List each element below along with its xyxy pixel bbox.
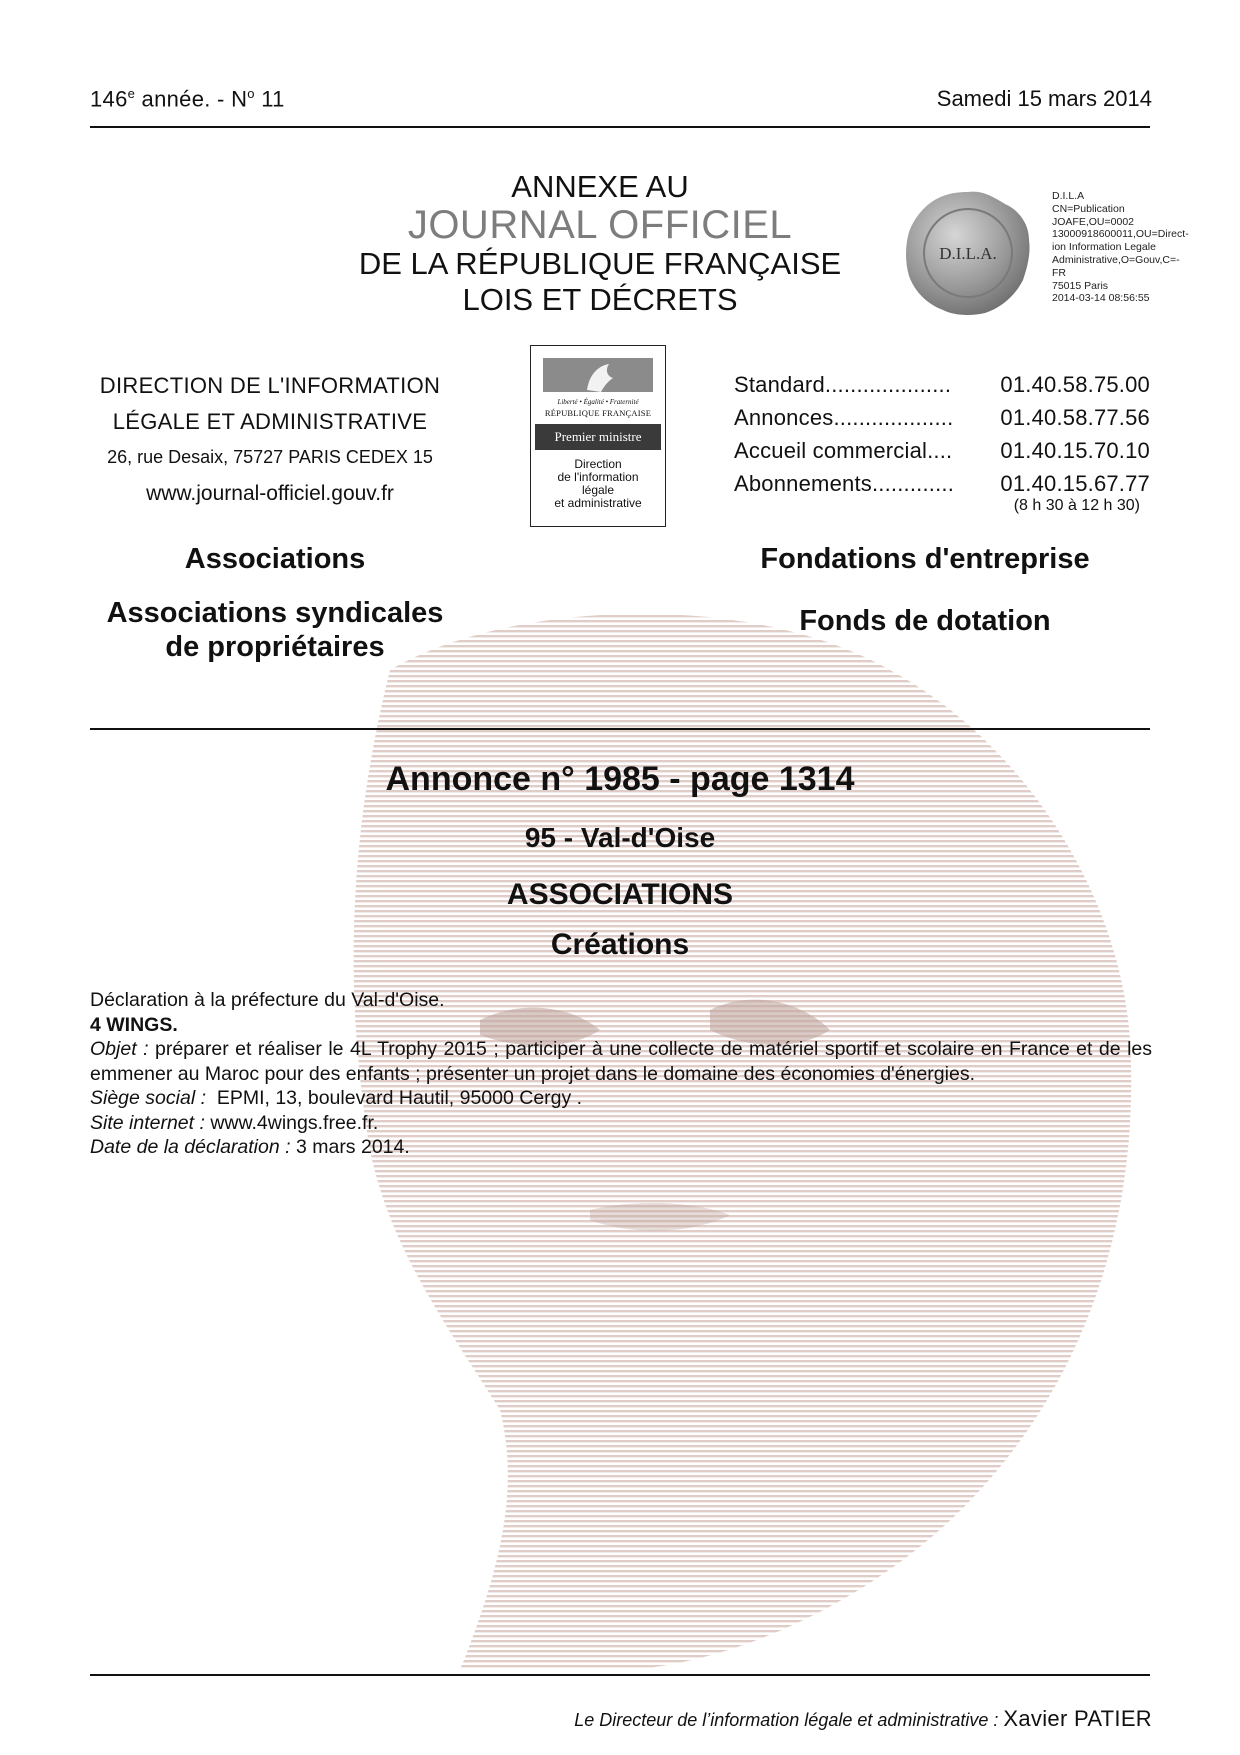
footer-name: Xavier PATIER	[1003, 1706, 1152, 1731]
category-syndicales-line-2: de propriétaires	[165, 631, 385, 663]
logo-direction	[535, 458, 661, 510]
announce-body	[90, 988, 1152, 1160]
logo-motto: Liberté • Égalité • Fraternité	[557, 398, 639, 406]
signature-line: ion Information Legale	[1052, 241, 1156, 254]
category-associations-syndicales	[60, 596, 490, 664]
direction-line-1: DIRECTION DE L'INFORMATION	[99, 373, 441, 398]
contact-row	[734, 368, 1150, 401]
signature-line: 75015 Paris	[1052, 279, 1109, 292]
signature-line: 2014-03-14 08:56:55	[1052, 292, 1150, 305]
direction-address: 26, rue Desaix, 75727 PARIS CEDEX 15	[107, 447, 433, 467]
objet-text: préparer et réaliser le 4L Trophy 2015 ; participer à une collecte de matériel sportif et scolaire en France et de les emmener au Maroc pour des enfants ; présenter un projet dans le domaine des économies d'énergies.	[90, 1038, 1152, 1085]
announce-subtype: Créations	[550, 928, 690, 961]
masthead-republique: DE LA RÉPUBLIQUE FRANÇAISE	[358, 246, 842, 281]
issue-year-rest: année. - N	[135, 86, 248, 112]
date-label: Date de la déclaration :	[90, 1136, 291, 1158]
association-name-text: 4 WINGS.	[90, 1013, 178, 1036]
contact-row	[734, 401, 1150, 434]
date-text: 3 mars 2014.	[290, 1136, 410, 1158]
contact-leader: .............	[871, 471, 955, 496]
masthead	[320, 170, 880, 318]
contact-label: Standard	[734, 372, 825, 397]
declaration-line: Déclaration à la préfecture du Val-d'Oise.	[90, 989, 445, 1011]
signature-line: D.I.L.A	[1052, 190, 1085, 202]
masthead-journal: JOURNAL OFFICIEL	[407, 203, 793, 247]
objet-label: Objet :	[90, 1038, 149, 1060]
contact-number: 01.40.58.75.00	[1000, 372, 1150, 397]
footer-divider	[90, 1674, 1150, 1676]
footer-role: Le Directeur de l’information légale et administrative :	[574, 1710, 1004, 1730]
issue-date: Samedi 15 mars 2014	[936, 86, 1152, 111]
siege-line	[90, 1086, 1152, 1111]
direction-line-2: LÉGALE ET ADMINISTRATIVE	[112, 409, 428, 434]
contact-leader: ....	[927, 438, 953, 463]
contact-label: Accueil commercial	[734, 438, 928, 463]
category-syndicales-line-1: Associations syndicales	[106, 597, 444, 629]
seal-text: D.I.L.A.	[939, 244, 997, 263]
issue-year: 146	[90, 86, 128, 112]
site-link[interactable]: www.4wings.free.fr.	[204, 1111, 379, 1134]
marianne-icon	[583, 362, 617, 392]
announce-title: Annonce n° 1985 - page 1314	[385, 760, 855, 798]
masthead-annexe: ANNEXE AU	[511, 169, 689, 204]
logo-direction-line: et administrative	[554, 496, 642, 510]
premier-ministre-logo	[530, 345, 666, 527]
contact-leader: ....................	[824, 372, 952, 397]
issue-number: 11	[254, 86, 285, 112]
logo-flag	[543, 358, 653, 392]
announce-department: 95 - Val-d'Oise	[524, 822, 716, 853]
issue-year-suffix: e	[127, 86, 136, 101]
contact-leader: ...................	[833, 405, 954, 430]
issue-no-suffix: o	[247, 86, 255, 101]
footer	[574, 1706, 1152, 1732]
signature-line: Administrative,O=Gouv,C=-	[1052, 253, 1180, 266]
logo-republique: RÉPUBLIQUE FRANÇAISE	[544, 408, 652, 418]
date-line	[90, 1135, 1152, 1160]
signature-line: FR	[1052, 266, 1066, 279]
association-name	[90, 1013, 1152, 1038]
announce-type: ASSOCIATIONS	[506, 878, 734, 911]
contact-list	[734, 368, 1150, 515]
objet-paragraph	[90, 1037, 1152, 1086]
contact-label: Annonces	[734, 405, 834, 430]
signature-line: CN=Publication	[1052, 202, 1125, 215]
logo-direction-line: Direction	[574, 457, 622, 471]
direction-website-link[interactable]: www.journal-officiel.gouv.fr	[146, 482, 394, 505]
contact-number: 01.40.15.70.10	[1000, 438, 1150, 463]
category-associations: Associations	[184, 543, 366, 575]
signature-line: JOAFE,OU=0002	[1052, 215, 1134, 228]
contact-row	[734, 434, 1150, 467]
digital-signature	[1052, 190, 1192, 305]
site-line	[90, 1111, 1152, 1136]
logo-direction-line: légale	[581, 483, 615, 497]
category-fondations: Fondations d'entreprise	[760, 543, 1090, 575]
dila-seal-icon	[903, 188, 1033, 318]
contact-label: Abonnements	[734, 471, 872, 496]
issue-info	[90, 86, 285, 112]
contact-hours: (8 h 30 à 12 h 30)	[1013, 497, 1140, 514]
contact-number: 01.40.58.77.56	[1000, 405, 1150, 430]
direction-block	[70, 368, 470, 510]
logo-premier-ministre: Premier ministre	[535, 424, 661, 450]
contact-number: 01.40.15.67.77	[1000, 471, 1150, 496]
siege-text: EPMI, 13, boulevard Hautil, 95000 Cergy .	[205, 1087, 583, 1109]
category-fonds-dotation: Fonds de dotation	[799, 605, 1051, 637]
masthead-lois: LOIS ET DÉCRETS	[462, 282, 738, 317]
site-label: Site internet :	[90, 1111, 205, 1134]
header-divider	[90, 126, 1150, 128]
logo-direction-line: de l'information	[557, 470, 639, 484]
contact-row	[734, 467, 1150, 500]
signature-line: 13000918600011,OU=Direct-	[1052, 228, 1189, 241]
siege-label: Siège social :	[90, 1087, 206, 1109]
section-divider	[90, 728, 1150, 730]
